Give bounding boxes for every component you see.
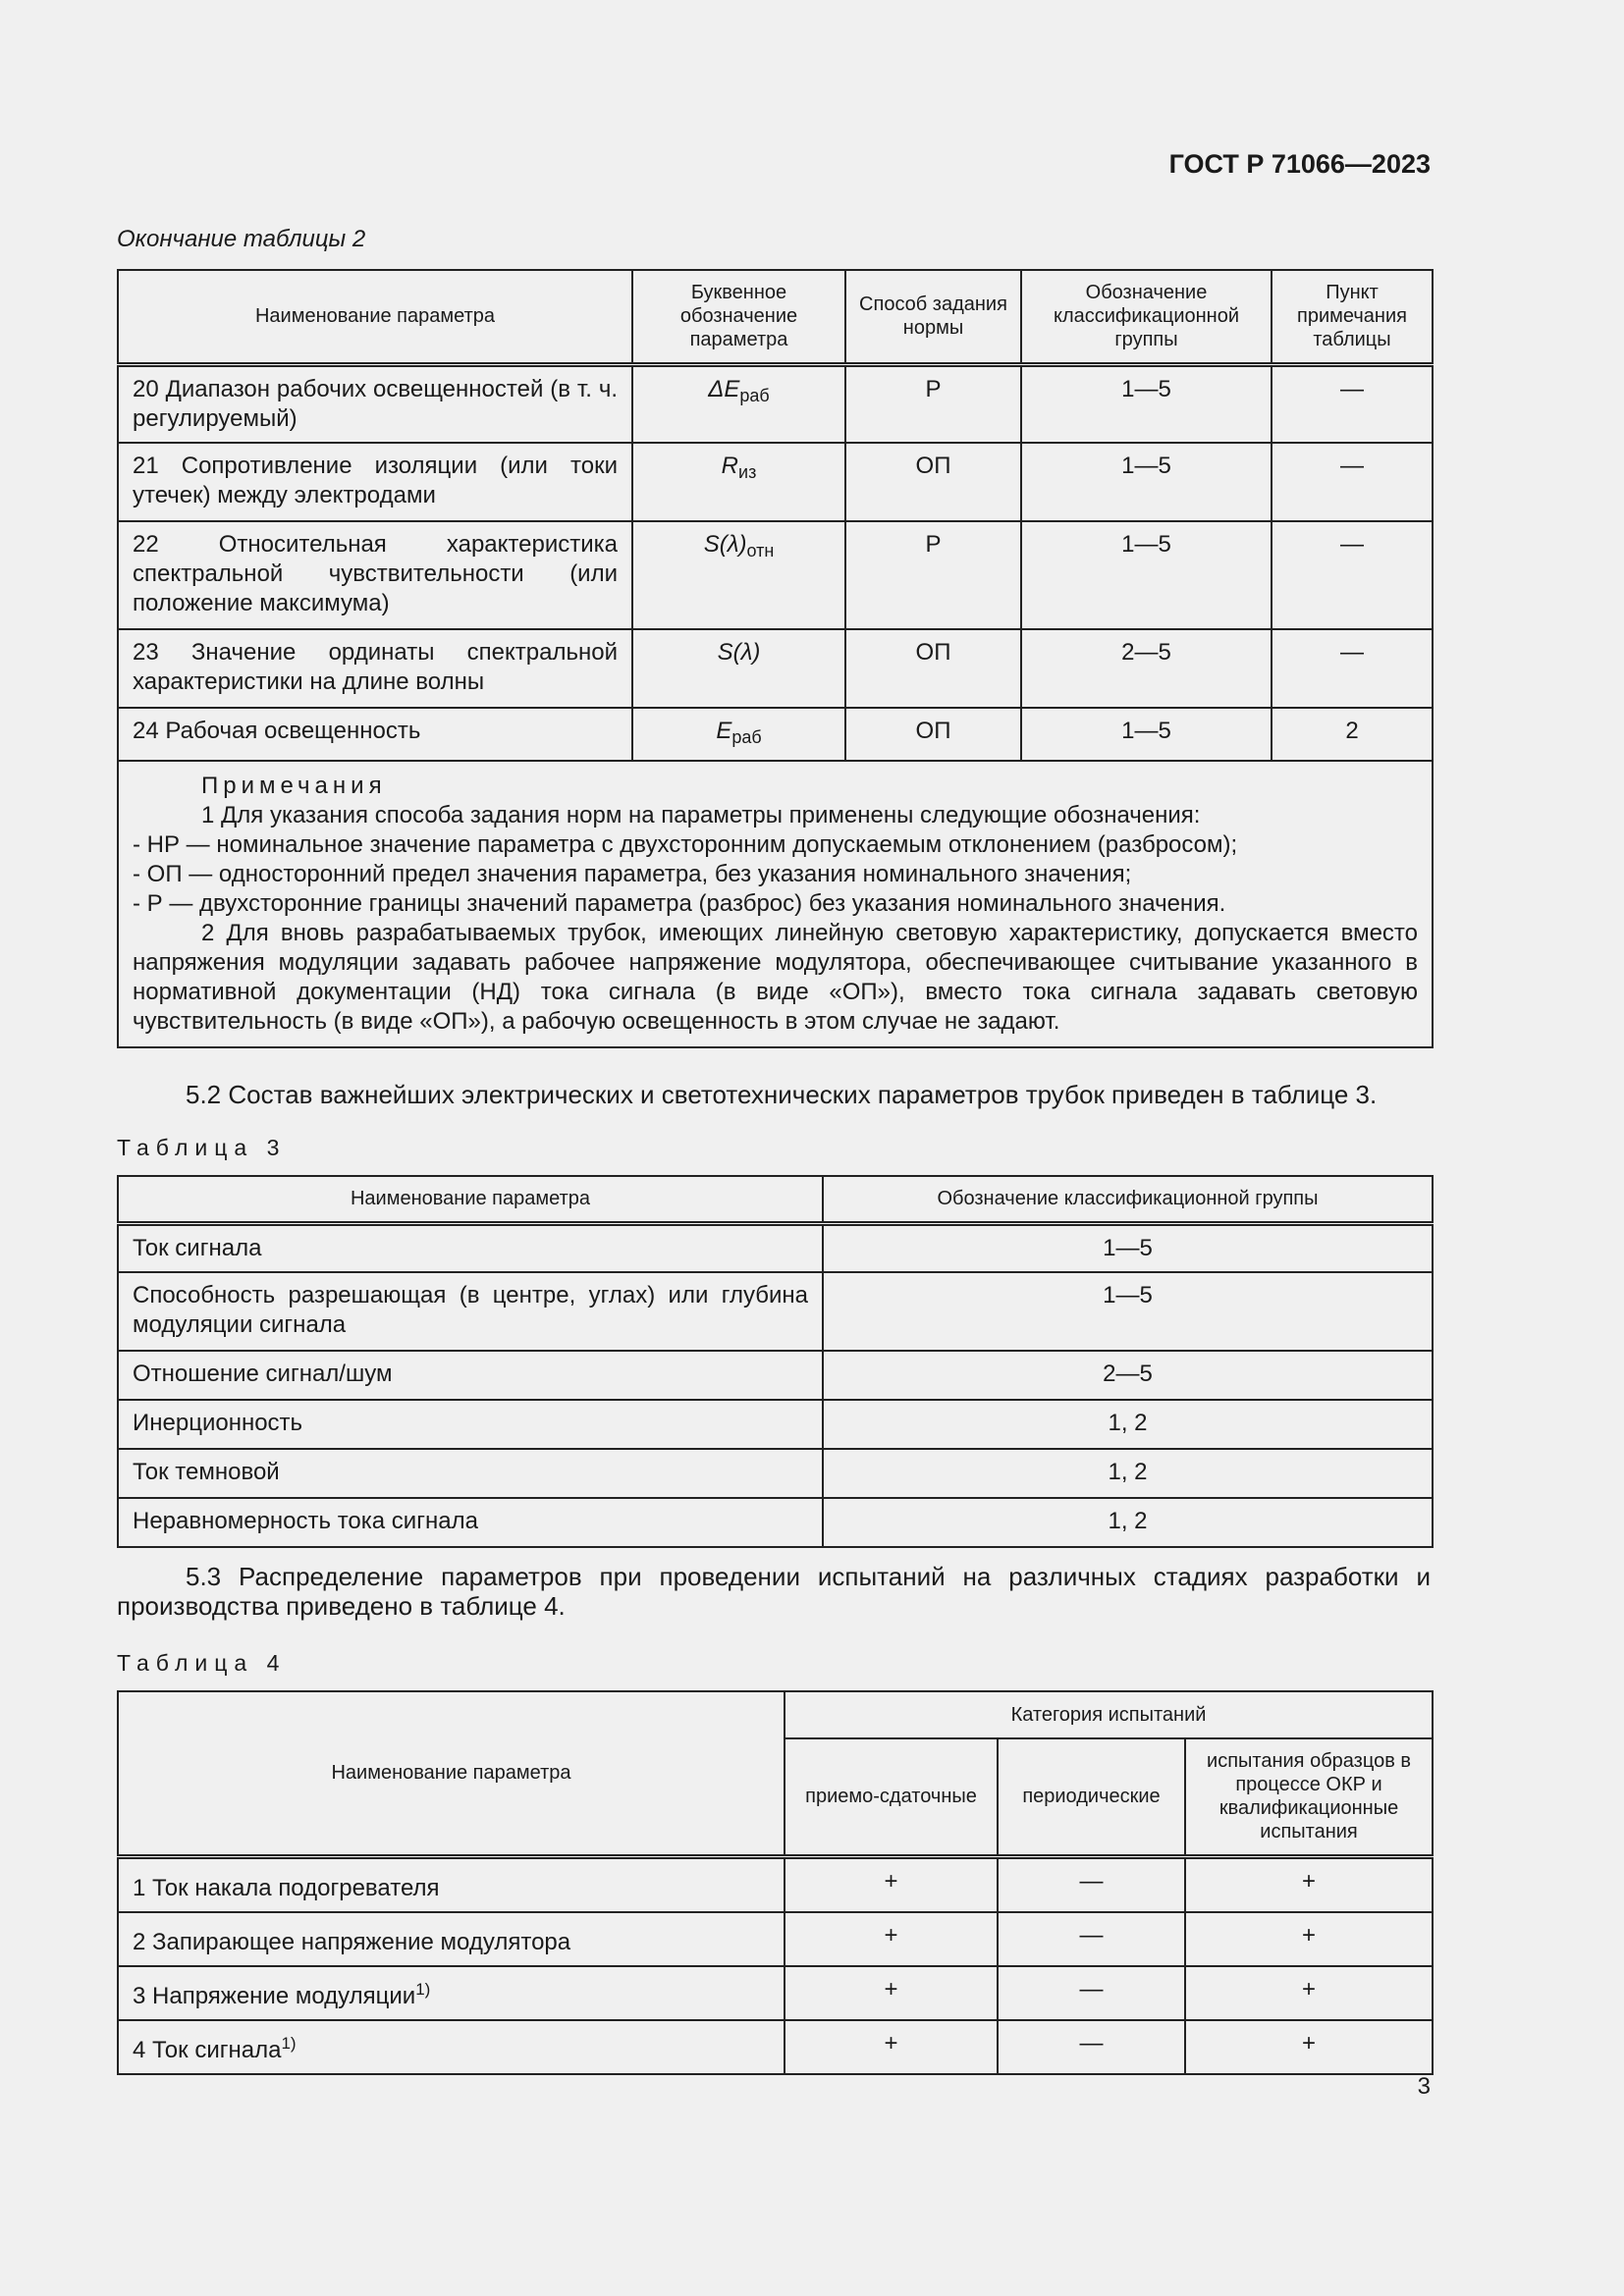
param-symbol: S(λ) bbox=[632, 629, 845, 708]
class-group: 1—5 bbox=[1021, 708, 1272, 761]
qualification-value: + bbox=[1185, 1912, 1433, 1966]
param-name: 21 Сопротивление изоляции (или токи утечек) между электродами bbox=[118, 443, 632, 521]
param-name: 23 Значение ординаты спектральной характеристики на длине волны bbox=[118, 629, 632, 708]
table-2 bbox=[117, 269, 1434, 1048]
page-number: 3 bbox=[1417, 2073, 1431, 2100]
note-ref: 2 bbox=[1272, 708, 1433, 761]
note-ref: — bbox=[1272, 364, 1433, 443]
param-name: 22 Относительная характеристика спектральной чувствительности (или положение максимума) bbox=[118, 521, 632, 629]
paragraph-5-2: 5.2 Состав важнейших электрических и светотехнических параметров трубок приведен в таблице 3. bbox=[186, 1080, 1378, 1109]
table-row bbox=[118, 2020, 1433, 2074]
class-group: 2—5 bbox=[823, 1351, 1433, 1400]
norm-method: Р bbox=[845, 364, 1021, 443]
table4-caption: Таблица 4 bbox=[117, 1650, 287, 1676]
periodic-value: — bbox=[998, 2020, 1185, 2074]
document-code: ГОСТ Р 71066—2023 bbox=[1168, 149, 1431, 179]
note-ref: — bbox=[1272, 521, 1433, 629]
param-name: Способность разрешающая (в центре, углах) или глубина модуляции сигнала bbox=[118, 1272, 823, 1351]
column-header: Наименование параметра bbox=[118, 270, 632, 364]
acceptance-value: + bbox=[785, 1856, 998, 1912]
table-row bbox=[118, 708, 1433, 761]
table-row bbox=[118, 364, 1433, 443]
table-row bbox=[118, 1223, 1433, 1272]
table-3 bbox=[117, 1175, 1434, 1548]
norm-method: ОП bbox=[845, 708, 1021, 761]
table-row bbox=[118, 1912, 1433, 1966]
param-symbol: $R_{из}$ bbox=[632, 443, 845, 521]
class-group: 1—5 bbox=[823, 1272, 1433, 1351]
acceptance-value: + bbox=[785, 2020, 998, 2074]
column-header: периодические bbox=[998, 1738, 1185, 1856]
param-name: Ток сигнала bbox=[118, 1223, 823, 1272]
qualification-value: + bbox=[1185, 2020, 1433, 2074]
note-bullet: - НР — номинальное значение параметра с двухсторонним допускаемым отклонением (разбросом); bbox=[133, 831, 1238, 858]
periodic-value: — bbox=[998, 1966, 1185, 2020]
table-notes bbox=[118, 761, 1433, 1047]
norm-method: Р bbox=[845, 521, 1021, 629]
class-group: 1, 2 bbox=[823, 1498, 1433, 1547]
table-row bbox=[118, 1498, 1433, 1547]
table3-caption: Таблица 3 bbox=[117, 1135, 287, 1160]
note-2: 2 Для вновь разрабатываемых трубок, имеющих линейную световую характеристику, допускается вместо напряжения модуляции задавать рабочее напряжение модулятора, обеспечивающее считывание указанного в нормативной документации (НД) тока сигнала (в виде «ОП»), вместо тока сигнала задавать световую чувствительность (в виде «ОП»), а рабочую освещенность в этом случае не задают. bbox=[133, 920, 1418, 1035]
norm-method: ОП bbox=[845, 443, 1021, 521]
table-row bbox=[118, 629, 1433, 708]
table-row bbox=[118, 1966, 1433, 2020]
param-symbol: $\Delta E_{раб}$ bbox=[632, 364, 845, 443]
column-header: испытания образцов в процессе ОКР и квалификационные испытания bbox=[1185, 1738, 1433, 1856]
note-ref: — bbox=[1272, 629, 1433, 708]
class-group: 1—5 bbox=[1021, 443, 1272, 521]
table-row bbox=[118, 1449, 1433, 1498]
notes-title: Примечания bbox=[201, 773, 387, 799]
note-1: 1 Для указания способа задания норм на параметры применены следующие обозначения: bbox=[201, 802, 1201, 828]
class-group: 1, 2 bbox=[823, 1400, 1433, 1449]
class-group: 1, 2 bbox=[823, 1449, 1433, 1498]
column-header: Обозначение классификационной группы bbox=[823, 1176, 1433, 1223]
table-row bbox=[118, 1351, 1433, 1400]
table-row bbox=[118, 1272, 1433, 1351]
paragraph-5-3: 5.3 Распределение параметров при проведении испытаний на различных стадиях разработки и производства приведено в таблице 4. bbox=[117, 1562, 1431, 1621]
acceptance-value: + bbox=[785, 1966, 998, 2020]
table-4 bbox=[117, 1690, 1434, 2075]
column-header: Буквенное обозначение параметра bbox=[632, 270, 845, 364]
periodic-value: — bbox=[998, 1912, 1185, 1966]
table-row bbox=[118, 1400, 1433, 1449]
acceptance-value: + bbox=[785, 1912, 998, 1966]
table-row bbox=[118, 521, 1433, 629]
param-symbol: $S(\lambda)_{отн}$ bbox=[632, 521, 845, 629]
periodic-value: — bbox=[998, 1856, 1185, 1912]
param-name: 3 Напряжение модуляции$^{1)}$ bbox=[118, 1966, 785, 2020]
column-group-header: Категория испытаний bbox=[785, 1691, 1433, 1738]
qualification-value: + bbox=[1185, 1856, 1433, 1912]
table-notes-row bbox=[118, 761, 1433, 1047]
class-group: 1—5 bbox=[1021, 364, 1272, 443]
note-ref: — bbox=[1272, 443, 1433, 521]
class-group: 1—5 bbox=[823, 1223, 1433, 1272]
param-name: Инерционность bbox=[118, 1400, 823, 1449]
norm-method: ОП bbox=[845, 629, 1021, 708]
column-header: Способ задания нормы bbox=[845, 270, 1021, 364]
table2-caption: Окончание таблицы 2 bbox=[117, 226, 366, 252]
param-name: Неравномерность тока сигнала bbox=[118, 1498, 823, 1547]
param-name: 20 Диапазон рабочих освещенностей (в т. ч. регулируемый) bbox=[118, 364, 632, 443]
column-header: Пункт примечания таблицы bbox=[1272, 270, 1433, 364]
param-name: 1 Ток накала подогревателя bbox=[118, 1856, 785, 1912]
note-bullet: - ОП — односторонний предел значения параметра, без указания номинального значения; bbox=[133, 861, 1132, 887]
param-symbol: $E_{раб}$ bbox=[632, 708, 845, 761]
qualification-value: + bbox=[1185, 1966, 1433, 2020]
column-header: приемо-сдаточные bbox=[785, 1738, 998, 1856]
param-name: Отношение сигнал/шум bbox=[118, 1351, 823, 1400]
note-bullet: - Р — двухсторонние границы значений параметра (разброс) без указания номинального значения. bbox=[133, 890, 1226, 917]
param-name: Ток темновой bbox=[118, 1449, 823, 1498]
column-header: Наименование параметра bbox=[118, 1176, 823, 1223]
class-group: 2—5 bbox=[1021, 629, 1272, 708]
param-name: 2 Запирающее напряжение модулятора bbox=[118, 1912, 785, 1966]
column-header: Обозначение классификационной группы bbox=[1021, 270, 1272, 364]
param-name: 4 Ток сигнала$^{1)}$ bbox=[118, 2020, 785, 2074]
table-row bbox=[118, 443, 1433, 521]
class-group: 1—5 bbox=[1021, 521, 1272, 629]
param-name: 24 Рабочая освещенность bbox=[118, 708, 632, 761]
table-row bbox=[118, 1856, 1433, 1912]
column-header: Наименование параметра bbox=[118, 1691, 785, 1856]
